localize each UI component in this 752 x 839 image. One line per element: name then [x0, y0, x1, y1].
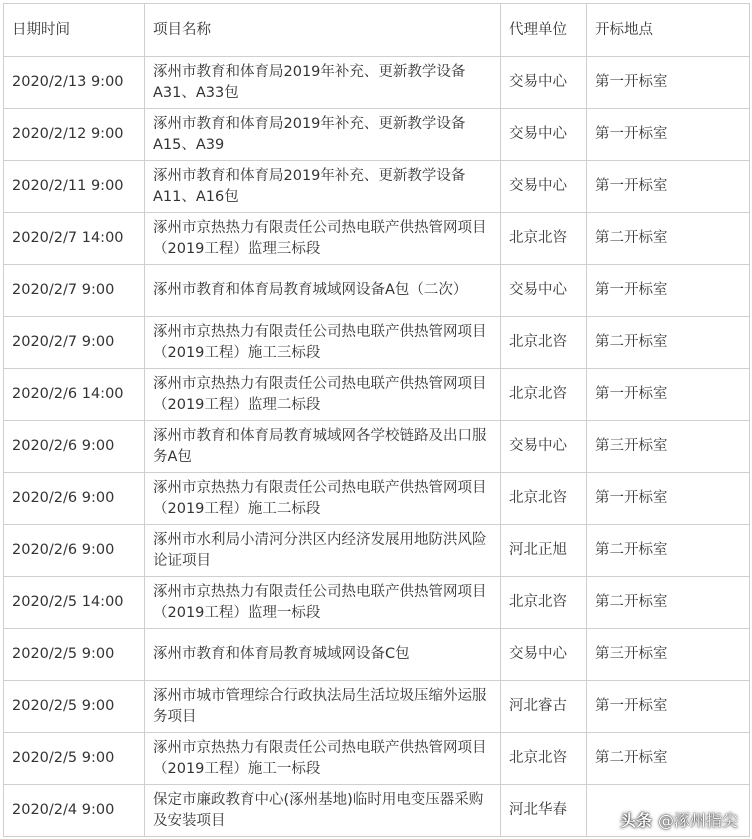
cell-agent: 交易中心: [501, 109, 587, 161]
cell-project-name: 保定市廉政教育中心(涿州基地)临时用电变压器采购及安装项目: [145, 785, 501, 837]
table-row: [4, 733, 750, 785]
table-row: [4, 109, 750, 161]
cell-date: 2020/2/7 9:00: [4, 265, 145, 317]
table-row: [4, 629, 750, 681]
header-location: 开标地点: [587, 4, 750, 57]
cell-agent: 交易中心: [501, 57, 587, 109]
cell-project-name: 涿州市教育和体育局教育城域网各学校链路及出口服务A包: [145, 421, 501, 473]
cell-location: 第一开标室: [587, 473, 750, 525]
watermark: [620, 808, 738, 831]
cell-date: 2020/2/5 9:00: [4, 681, 145, 733]
cell-location: 第三开标室: [587, 629, 750, 681]
cell-agent: 北京北咨: [501, 369, 587, 421]
cell-date: 2020/2/7 9:00: [4, 317, 145, 369]
cell-agent: 北京北咨: [501, 733, 587, 785]
table-row: [4, 317, 750, 369]
cell-date: 2020/2/6 9:00: [4, 473, 145, 525]
cell-location: 第二开标室: [587, 577, 750, 629]
cell-agent: 河北华春: [501, 785, 587, 837]
cell-location: 第一开标室: [587, 681, 750, 733]
cell-location: 第二开标室: [587, 213, 750, 265]
table-row: [4, 577, 750, 629]
cell-date: 2020/2/5 9:00: [4, 629, 145, 681]
cell-location: 第一开标室: [587, 369, 750, 421]
cell-agent: 交易中心: [501, 161, 587, 213]
cell-project-name: 涿州市教育和体育局2019年补充、更新教学设备A15、A39: [145, 109, 501, 161]
header-project-name: 项目名称: [145, 4, 501, 57]
header-date: 日期时间: [4, 4, 145, 57]
cell-location: 第二开标室: [587, 525, 750, 577]
cell-date: 2020/2/7 14:00: [4, 213, 145, 265]
table-row: [4, 369, 750, 421]
cell-agent: 河北正旭: [501, 525, 587, 577]
cell-location: 第二开标室: [587, 733, 750, 785]
table-row: [4, 421, 750, 473]
cell-date: 2020/2/13 9:00: [4, 57, 145, 109]
cell-agent: 交易中心: [501, 421, 587, 473]
cell-date: 2020/2/5 14:00: [4, 577, 145, 629]
table-row: [4, 161, 750, 213]
cell-project-name: 涿州市教育和体育局教育城域网设备C包: [145, 629, 501, 681]
cell-project-name: 涿州市京热热力有限责任公司热电联产供热管网项目（2019工程）监理一标段: [145, 577, 501, 629]
cell-project-name: 涿州市京热热力有限责任公司热电联产供热管网项目（2019工程）监理二标段: [145, 369, 501, 421]
cell-project-name: 涿州市教育和体育局2019年补充、更新教学设备A31、A33包: [145, 57, 501, 109]
cell-location: 第三开标室: [587, 421, 750, 473]
watermark-text: @涿州指尖: [657, 811, 738, 830]
table-row: [4, 681, 750, 733]
cell-date: 2020/2/6 14:00: [4, 369, 145, 421]
cell-date: 2020/2/4 9:00: [4, 785, 145, 837]
cell-project-name: 涿州市京热热力有限责任公司热电联产供热管网项目（2019工程）监理三标段: [145, 213, 501, 265]
cell-location: 第一开标室: [587, 109, 750, 161]
table-row: [4, 525, 750, 577]
cell-project-name: 涿州市教育和体育局教育城域网设备A包（二次）: [145, 265, 501, 317]
table-row: [4, 265, 750, 317]
cell-agent: 北京北咨: [501, 577, 587, 629]
cell-agent: 河北睿古: [501, 681, 587, 733]
cell-agent: 交易中心: [501, 265, 587, 317]
cell-project-name: 涿州市水利局小清河分洪区内经济发展用地防洪风险论证项目: [145, 525, 501, 577]
cell-agent: 北京北咨: [501, 213, 587, 265]
cell-date: 2020/2/5 9:00: [4, 733, 145, 785]
cell-date: 2020/2/12 9:00: [4, 109, 145, 161]
header-agent: 代理单位: [501, 4, 587, 57]
cell-agent: 北京北咨: [501, 473, 587, 525]
cell-date: 2020/2/6 9:00: [4, 421, 145, 473]
watermark-logo: 头条: [619, 811, 652, 830]
bid-schedule-table: [3, 3, 750, 837]
cell-project-name: 涿州市京热热力有限责任公司热电联产供热管网项目（2019工程）施工一标段: [145, 733, 501, 785]
cell-project-name: 涿州市教育和体育局2019年补充、更新教学设备A11、A16包: [145, 161, 501, 213]
cell-project-name: 涿州市京热热力有限责任公司热电联产供热管网项目（2019工程）施工二标段: [145, 473, 501, 525]
cell-agent: 交易中心: [501, 629, 587, 681]
cell-project-name: 涿州市城市管理综合行政执法局生活垃圾压缩外运服务项目: [145, 681, 501, 733]
cell-location: 第二开标室: [587, 317, 750, 369]
table-row: [4, 213, 750, 265]
table-row: [4, 473, 750, 525]
cell-location: 第一开标室: [587, 161, 750, 213]
cell-agent: 北京北咨: [501, 317, 587, 369]
cell-date: 2020/2/6 9:00: [4, 525, 145, 577]
cell-location: 第一开标室: [587, 265, 750, 317]
cell-location: 第一开标室: [587, 57, 750, 109]
cell-date: 2020/2/11 9:00: [4, 161, 145, 213]
table-header-row: [4, 4, 750, 57]
cell-project-name: 涿州市京热热力有限责任公司热电联产供热管网项目（2019工程）施工三标段: [145, 317, 501, 369]
table-row: [4, 57, 750, 109]
